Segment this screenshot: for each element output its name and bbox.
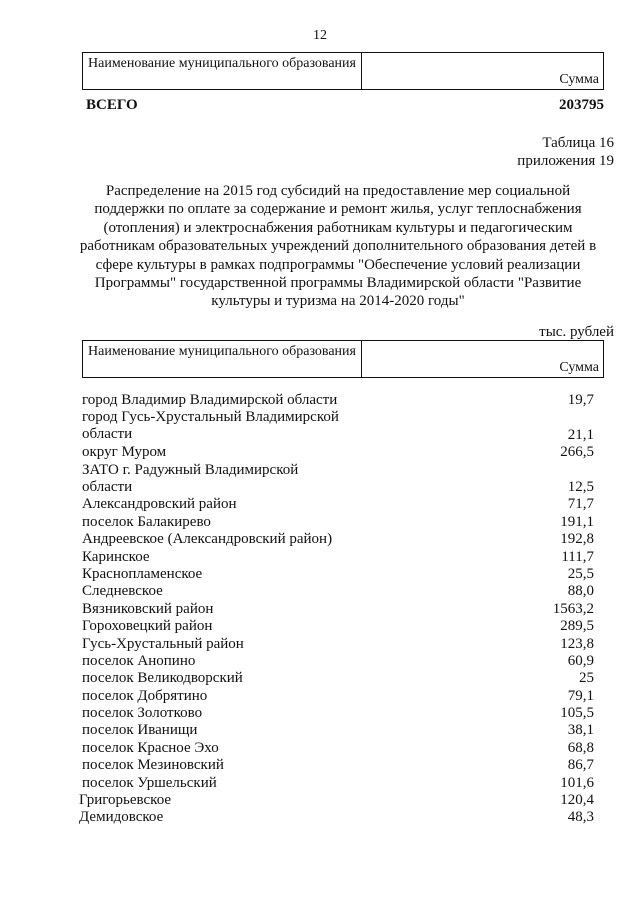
- row-name: Каринское: [82, 548, 150, 565]
- row-value: 105,5: [560, 705, 594, 722]
- column-header-sum: Сумма: [362, 341, 604, 378]
- column-header-sum: Сумма: [362, 53, 604, 90]
- table-row: [0, 601, 640, 618]
- row-name: поселок Золотково: [82, 705, 203, 722]
- row-value: 86,7: [567, 757, 594, 774]
- table-row: [0, 566, 640, 583]
- row-name: ЗАТО г. Радужный Владимирской области: [82, 461, 299, 495]
- row-value: 120,4: [560, 792, 594, 809]
- table-row: [0, 653, 640, 670]
- table-row: [0, 670, 640, 687]
- table-row: [0, 444, 640, 461]
- table-row: [0, 531, 640, 548]
- table-row: [0, 618, 640, 635]
- row-name: поселок Уршельский: [82, 774, 217, 791]
- row-value: 21,1: [567, 426, 594, 443]
- data-rows: [0, 392, 640, 827]
- row-name: поселок Балакирево: [82, 513, 211, 530]
- page-number: 12: [313, 28, 327, 43]
- document-title: Распределение на 2015 год субсидий на предоставление мер социальной поддержки по оплате за содержание и ремонт жилья, услуг теплоснабжения (отопления) и электроснабжения работникам культуры и педагогическим работникам образовательных учреждений дополнительного образования детей в сфере культуры в рамках подпрограммы "Обеспечение условий реализации Программы" государственной программы Владимирской области "Развитие культуры и туризма на 2014-2020 годы": [79, 183, 597, 310]
- table-row: [0, 705, 640, 722]
- row-name: Вязниковский район: [82, 600, 214, 617]
- row-name: город Владимир Владимирской области: [82, 392, 338, 408]
- row-name: поселок Великодворский: [82, 670, 243, 687]
- row-value: 1563,2: [552, 600, 594, 617]
- row-name: Гороховецкий район: [82, 618, 213, 635]
- row-value: 191,1: [560, 513, 594, 530]
- row-name: поселок Красное Эхо: [82, 739, 219, 756]
- row-name: поселок Иванищи: [82, 722, 198, 739]
- row-value: 192,8: [560, 531, 594, 548]
- table-reference: [517, 134, 614, 170]
- table-row: [0, 514, 640, 531]
- table-row: [0, 392, 640, 409]
- table-row: [0, 688, 640, 705]
- row-value: 68,8: [567, 739, 594, 756]
- row-value: 19,7: [567, 392, 594, 408]
- row-value: 48,3: [567, 809, 594, 826]
- table-row: [0, 792, 640, 809]
- column-header-name: Наименование муниципального образования: [83, 341, 362, 378]
- table-row: [0, 809, 640, 826]
- table-row: [0, 549, 640, 566]
- row-value: 38,1: [567, 722, 594, 739]
- table-row: [0, 496, 640, 513]
- table-row: [0, 409, 640, 444]
- row-value: 101,6: [560, 774, 594, 791]
- row-value: 289,5: [560, 618, 594, 635]
- row-name: Андреевское (Александровский район): [82, 531, 333, 548]
- row-name: Следневское: [82, 583, 163, 600]
- row-name: город Гусь-Хрустальный Владимирской области: [82, 409, 339, 443]
- table-row: [0, 636, 640, 653]
- total-label: ВСЕГО: [86, 97, 138, 113]
- table-header: [82, 340, 604, 378]
- row-value: 88,0: [567, 583, 594, 600]
- row-value: 71,7: [567, 496, 594, 513]
- table-row: [0, 462, 640, 497]
- table-row: [0, 757, 640, 774]
- row-value: 111,7: [561, 548, 594, 565]
- row-value: 60,9: [567, 652, 594, 669]
- row-name: округ Муром: [82, 444, 167, 461]
- row-name: Александровский район: [82, 496, 237, 513]
- total-value: 203795: [559, 97, 604, 113]
- row-name: поселок Мезиновский: [82, 757, 224, 774]
- row-name: поселок Добрятино: [82, 687, 208, 704]
- row-value: 25: [579, 670, 594, 687]
- table-row: [0, 740, 640, 757]
- appendix-number: приложения 19: [517, 153, 614, 169]
- table-number: Таблица 16: [542, 135, 614, 151]
- row-value: 266,5: [560, 444, 594, 461]
- row-value: 79,1: [567, 687, 594, 704]
- row-value: 123,8: [560, 635, 594, 652]
- table-row: [0, 583, 640, 600]
- column-header-name: Наименование муниципального образования: [83, 53, 362, 90]
- row-name: Демидовское: [79, 809, 164, 826]
- row-name: Краснопламенское: [82, 565, 203, 582]
- table-row: [0, 722, 640, 739]
- row-name: Гусь-Хрустальный район: [82, 635, 244, 652]
- row-value: 12,5: [567, 478, 594, 495]
- table-row: [0, 775, 640, 792]
- row-value: 25,5: [567, 565, 594, 582]
- unit-label: тыс. рублей: [539, 324, 614, 340]
- table-header-top: [82, 52, 604, 90]
- row-name: поселок Анопино: [82, 652, 196, 669]
- row-name: Григорьевское: [79, 792, 172, 809]
